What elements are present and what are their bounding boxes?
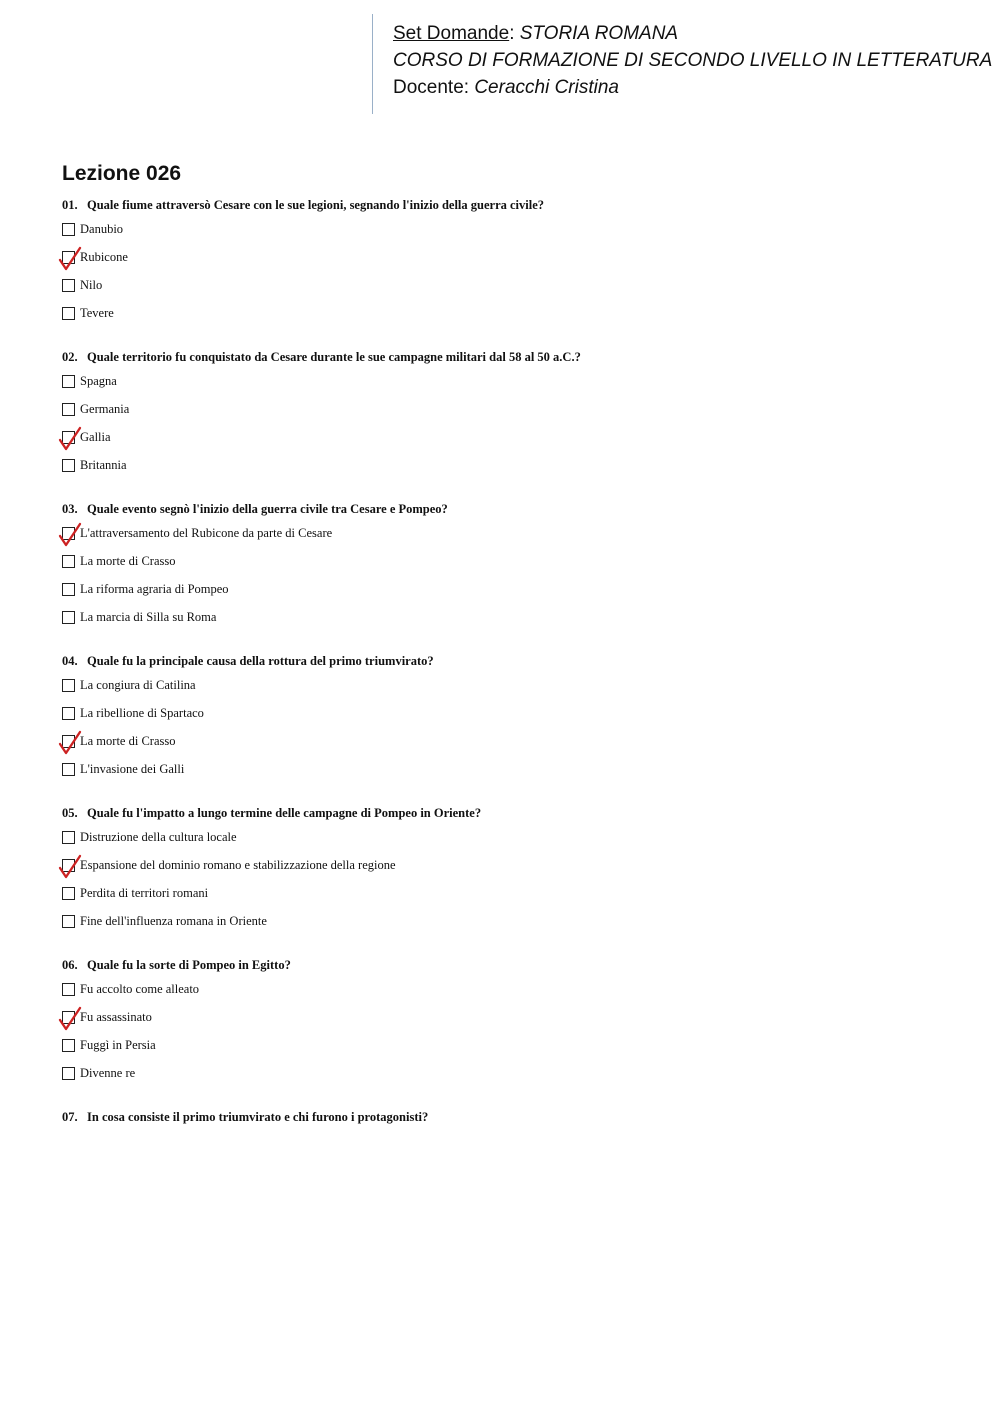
answer-text: Fu assassinato [80,1010,152,1024]
question-number: 05. [62,806,78,820]
answer-option[interactable] [62,459,962,487]
question-2 [62,348,962,487]
answer-option[interactable] [62,527,962,555]
checkbox[interactable] [62,375,75,388]
question-number: 04. [62,654,78,668]
answer-text: Tevere [80,306,114,320]
answer-text: Rubicone [80,250,128,264]
question-text: Quale fu la principale causa della rottura del primo triumvirato? [87,654,434,668]
answer-text: Divenne re [80,1066,136,1080]
checkbox[interactable] [62,555,75,568]
checkbox[interactable] [62,583,75,596]
question-number: 03. [62,502,78,516]
answer-text: Gallia [80,430,111,444]
question-title [62,652,962,670]
teacher-label: Docente: [393,77,470,98]
question-1 [62,196,962,335]
answer-text: Espansione del dominio romano e stabilizzazione della regione [80,858,396,872]
question-title [62,500,962,518]
checkbox[interactable] [62,915,75,928]
answer-text: L'attraversamento del Rubicone da parte di Cesare [80,526,333,540]
question-title [62,804,962,822]
answer-text: Germania [80,402,130,416]
checkbox[interactable] [62,611,75,624]
answer-option[interactable] [62,679,962,707]
answer-text: Fine dell'influenza romana in Oriente [80,914,267,928]
answer-option[interactable] [62,763,962,791]
checkmark-icon [58,521,84,547]
answer-text: L'invasione dei Galli [80,762,185,776]
checkbox[interactable] [62,983,75,996]
checkbox[interactable] [62,763,75,776]
answer-text: Perdita di territori romani [80,886,209,900]
answer-text: La riforma agraria di Pompeo [80,582,229,596]
checkmark-icon [58,425,84,451]
checkbox[interactable] [62,831,75,844]
question-number: 06. [62,958,78,972]
answer-text: Spagna [80,374,117,388]
answer-text: La ribellione di Spartaco [80,706,204,720]
question-number: 01. [62,198,78,212]
answer-text: Fu accolto come alleato [80,982,200,996]
answer-option[interactable] [62,1011,962,1039]
answer-option[interactable] [62,707,962,735]
question-5 [62,804,962,943]
answer-option[interactable] [62,375,962,403]
answer-option[interactable] [62,859,962,887]
checkbox[interactable] [62,307,75,320]
answer-option[interactable] [62,1039,962,1067]
checkmark-icon [58,1005,84,1031]
set-separator: : [509,23,515,44]
question-title [62,956,962,974]
answer-text: Britannia [80,458,127,472]
answer-text: La morte di Crasso [80,734,176,748]
answer-option[interactable] [62,279,962,307]
set-title: STORIA ROMANA [519,23,679,44]
question-7 [62,1108,962,1126]
checkbox[interactable] [62,887,75,900]
answer-text: Distruzione della cultura locale [80,830,237,844]
question-number: 07. [62,1110,78,1124]
answer-option[interactable] [62,983,962,1011]
question-list [62,196,962,1139]
checkmark-icon [58,729,84,755]
document-header [372,14,992,114]
answer-option[interactable] [62,831,962,859]
question-text: In cosa consiste il primo triumvirato e chi furono i protagonisti? [87,1110,429,1124]
answer-option[interactable] [62,583,962,611]
question-title [62,196,962,214]
question-text: Quale fu l'impatto a lungo termine delle campagne di Pompeo in Oriente? [87,806,482,820]
question-title [62,1108,962,1126]
question-text: Quale fiume attraversò Cesare con le sue legioni, segnando l'inizio della guerra civile? [87,198,545,212]
answer-option[interactable] [62,307,962,335]
course-title: CORSO DI FORMAZIONE DI SECONDO LIVELLO IN LETTERATURA [393,50,993,71]
question-number: 02. [62,350,78,364]
answer-option[interactable] [62,611,962,639]
answer-text: La marcia di Silla su Roma [80,610,217,624]
answer-option[interactable] [62,403,962,431]
teacher-line [393,74,992,101]
answer-option[interactable] [62,1067,962,1095]
checkmark-icon [58,853,84,879]
question-4 [62,652,962,791]
lesson-title: Lezione 026 [62,162,182,185]
question-3 [62,500,962,639]
answer-option[interactable] [62,555,962,583]
answer-option[interactable] [62,431,962,459]
checkbox[interactable] [62,1039,75,1052]
answer-text: Danubio [80,222,124,236]
teacher-name: Ceracchi Cristina [474,77,619,98]
checkmark-icon [58,245,84,271]
question-text: Quale territorio fu conquistato da Cesare durante le sue campagne militari dal 58 al 50 a.C.? [87,350,581,364]
checkbox[interactable] [62,279,75,292]
checkbox[interactable] [62,223,75,236]
checkbox[interactable] [62,1067,75,1080]
question-text: Quale evento segnò l'inizio della guerra civile tra Cesare e Pompeo? [87,502,448,516]
question-set-line [393,20,992,47]
question-title [62,348,962,366]
checkbox[interactable] [62,707,75,720]
question-text: Quale fu la sorte di Pompeo in Egitto? [87,958,291,972]
answer-text: Fuggì in Persia [80,1038,156,1052]
checkbox[interactable] [62,403,75,416]
answer-option[interactable] [62,223,962,251]
answer-text: La morte di Crasso [80,554,176,568]
answer-option[interactable] [62,251,962,279]
checkbox[interactable] [62,459,75,472]
answer-option[interactable] [62,915,962,943]
answer-option[interactable] [62,735,962,763]
question-6 [62,956,962,1095]
answer-text: Nilo [80,278,103,292]
answer-text: La congiura di Catilina [80,678,196,692]
checkbox[interactable] [62,679,75,692]
answer-option[interactable] [62,887,962,915]
set-label: Set Domande [393,23,510,44]
